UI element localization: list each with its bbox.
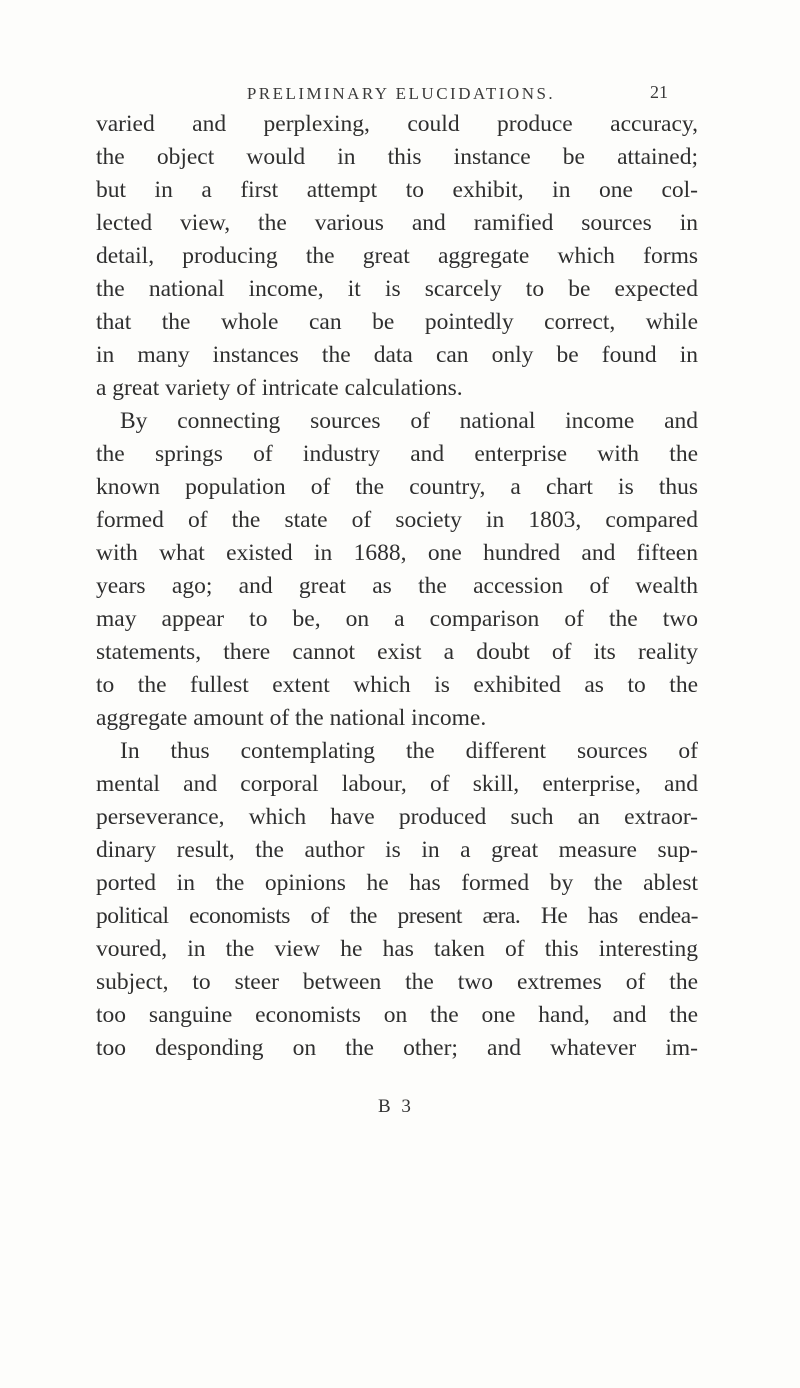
text-line: ported in the opinions he has formed by the ablest [96, 870, 698, 896]
text-line: the object would in this instance be attained; [96, 144, 698, 170]
text-line: that the whole can be pointedly correct, while [96, 309, 698, 335]
text-line: may appear to be, on a comparison of the two [96, 606, 698, 632]
text-line: detail, producing the great aggregate which forms [96, 243, 698, 269]
text-line: formed of the state of society in 1803, compared [96, 507, 698, 533]
text-line: varied and perplexing, could produce accuracy, [96, 111, 698, 137]
text-line: known population of the country, a chart is thus [96, 474, 698, 500]
text-line: By connecting sources of national income and [120, 408, 698, 434]
text-line: in many instances the data can only be found in [96, 342, 698, 368]
text-line: mental and corporal labour, of skill, enterprise, and [96, 771, 698, 797]
text-line: statements, there cannot exist a doubt of its reality [96, 639, 698, 665]
running-head: PRELIMINARY ELUCIDATIONS. [246, 84, 556, 103]
text-line: subject, to steer between the two extremes of the [96, 969, 698, 995]
text-line: years ago; and great as the accession of wealth [96, 573, 698, 599]
text-line: with what existed in 1688, one hundred and fifteen [96, 540, 698, 566]
text-line: a great variety of intricate calculations. [96, 375, 463, 401]
text-line: too sanguine economists on the one hand, and the [96, 1002, 698, 1028]
text-line: perseverance, which have produced such an extraor- [96, 804, 698, 830]
text-line: but in a first attempt to exhibit, in one col- [96, 177, 698, 203]
text-line: voured, in the view he has taken of this interesting [96, 936, 698, 962]
text-line: the national income, it is scarcely to be expected [96, 276, 698, 302]
signature-mark: B 3 [378, 1096, 414, 1117]
text-line: political economists of the present æra. He has endea- [96, 903, 698, 929]
text-line: aggregate amount of the national income. [96, 705, 487, 731]
text-line: lected view, the various and ramified sources in [96, 210, 698, 236]
text-line: to the fullest extent which is exhibited as to the [96, 672, 698, 698]
text-line: too desponding on the other; and whatever im- [96, 1035, 698, 1061]
text-line: dinary result, the author is in a great measure sup- [96, 837, 698, 863]
page-number: 21 [650, 82, 668, 102]
text-line: In thus contemplating the different sources of [120, 738, 698, 764]
text-line: the springs of industry and enterprise with the [96, 441, 698, 467]
